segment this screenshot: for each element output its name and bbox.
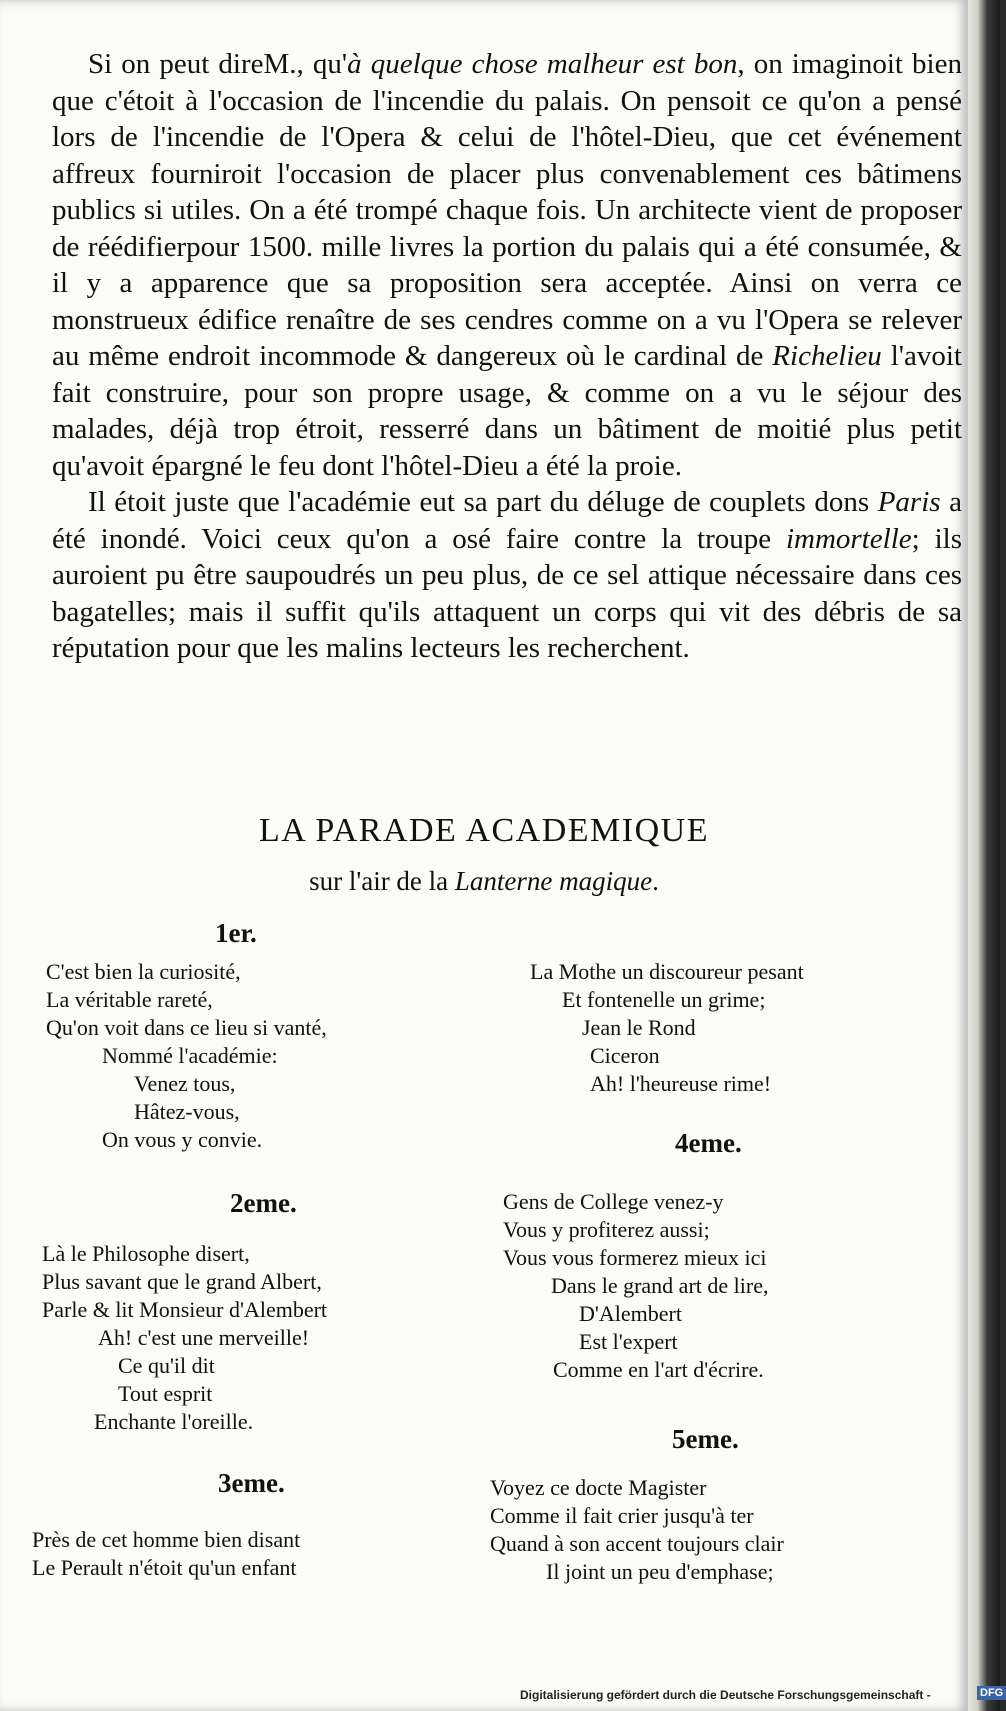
verse-line: Enchante l'oreille. — [94, 1409, 254, 1434]
verse-line: Venez tous, — [134, 1071, 236, 1096]
subtitle-suffix: . — [652, 866, 659, 896]
verse-line: Près de cet homme bien disant — [32, 1527, 301, 1552]
italic-phrase: immortelle — [785, 522, 912, 555]
stanza-4 — [503, 1188, 768, 1384]
verse-line: Et fontenelle un grime; — [562, 987, 766, 1012]
verse-line: Est l'expert — [579, 1329, 678, 1354]
verse-line: Ce qu'il dit — [118, 1353, 215, 1378]
dfg-logo: DFG — [977, 1686, 1006, 1700]
stanza-number: 2eme. — [230, 1188, 297, 1218]
verse-line: Comme en l'art d'écrire. — [553, 1357, 764, 1382]
song-title: LA PARADE ACADEMIQUE — [258, 812, 709, 849]
italic-city: Paris — [877, 486, 941, 518]
stanza-1 — [46, 958, 327, 1154]
stanza-3-continued — [530, 958, 804, 1098]
verse-line: Tout esprit — [118, 1381, 213, 1406]
verse-line: Dans le grand art de lire, — [551, 1273, 769, 1298]
text-span: l'avoit fait construire, pour son propre usage, & comme on a vu le séjour des malades, déjà trop étroit, resserré dans un bâtiment de moitié plus petit qu'avoit épargné le feu dont l'hôtel-Dieu a été la proie. — [52, 340, 962, 482]
stanza-number: 3eme. — [218, 1468, 285, 1498]
verse-line: Le Perault n'étoit qu'un enfant — [32, 1555, 297, 1580]
verse-line: Nommé l'académie: — [102, 1043, 278, 1068]
verse-line: On vous y convie. — [102, 1127, 263, 1152]
text-span: Si on peut direM., qu' — [88, 48, 348, 80]
stanza-3 — [32, 1526, 300, 1582]
verse-line: Parle & lit Monsieur d'Alembert — [42, 1297, 328, 1322]
text-span: ; ils auroient pu être saupoudrés un peu plus, de ce sel attique nécessaire dans ces bagatelles; mais il suffit qu'ils attaquent un corps qui vit des débris de sa réputation pour que les malins lecteurs les recherchent. — [52, 522, 962, 664]
verse-line: Il joint un peu d'emphase; — [546, 1559, 774, 1584]
verse-line: Qu'on voit dans ce lieu si vanté, — [46, 1015, 327, 1040]
verse-line: Voyez ce docte Magister — [490, 1475, 707, 1500]
verse-line: Vous vous formerez mieux ici — [503, 1245, 767, 1270]
verse-line: La véritable rareté, — [46, 987, 213, 1012]
subtitle-prefix: sur l'air de la — [309, 866, 455, 896]
verse-line: Comme il fait crier jusqu'à ter — [490, 1503, 754, 1528]
stanza-number: 1er. — [215, 918, 257, 948]
stanza-number: 5eme. — [672, 1424, 739, 1454]
digitization-credit: Digitalisierung gefördert durch die Deutsche Forschungsgemeinschaft - — [520, 1688, 931, 1702]
verse-line: Vous y profiterez aussi; — [503, 1217, 710, 1242]
stanza-5 — [490, 1474, 784, 1586]
text-span: , on imaginoit bien que c'étoit à l'occasion de l'incendie du palais. On pensoit ce qu'on a pensé lors de l'incendie de l'Opera & celui de l'hôtel-Dieu, que cet événement affreux fourniroit l'occasion de placer plus convenablement ces bâtimens publics si utiles. On a été trompé chaque fois. Un architecte vient de proposer de réédifierpour 1500. mille livres la portion du palais qui a été consumée, & il y a apparence que sa proposition sera acceptée. Ainsi on verra ce monstrueux édifice renaître de ses cendres comme on a vu l'Opera se relever au même endroit incommode & dangereux où le cardinal de — [52, 48, 962, 372]
verse-line: C'est bien la curiosité, — [46, 959, 241, 984]
stanza-number: 4eme. — [675, 1128, 742, 1158]
page-edge — [968, 0, 1000, 1711]
subtitle-air-name: Lanterne magique — [454, 866, 653, 896]
verse-line: Hâtez-vous, — [134, 1099, 240, 1124]
verse-line: D'Alembert — [579, 1301, 682, 1326]
prose-body — [52, 46, 962, 667]
verse-line: Ah! l'heureuse rime! — [590, 1071, 772, 1096]
verse-line: Gens de College venez-y — [503, 1189, 724, 1214]
verse-line: Ah! c'est une merveille! — [98, 1325, 310, 1350]
verse-line: Ciceron — [590, 1043, 660, 1068]
paragraph-academie — [52, 484, 962, 667]
italic-phrase: à quelque chose malheur est bon — [347, 48, 738, 80]
verse-line: La Mothe un discoureur pesant — [530, 959, 804, 984]
verse-line: Là le Philosophe disert, — [42, 1241, 250, 1266]
paragraph-palais — [52, 46, 962, 484]
italic-name: Richelieu — [772, 340, 882, 372]
verse-line: Jean le Rond — [582, 1015, 696, 1040]
song-subtitle — [0, 866, 968, 897]
verse-line: Quand à son accent toujours clair — [490, 1531, 784, 1556]
stanza-2 — [42, 1240, 327, 1436]
verse-line: Plus savant que le grand Albert, — [42, 1269, 322, 1294]
text-span: Il étoit juste que l'académie eut sa part du déluge de couplets dons — [88, 486, 878, 518]
text-span: a été inondé. Voici ceux qu'on a osé faire contre la troupe — [52, 486, 962, 555]
